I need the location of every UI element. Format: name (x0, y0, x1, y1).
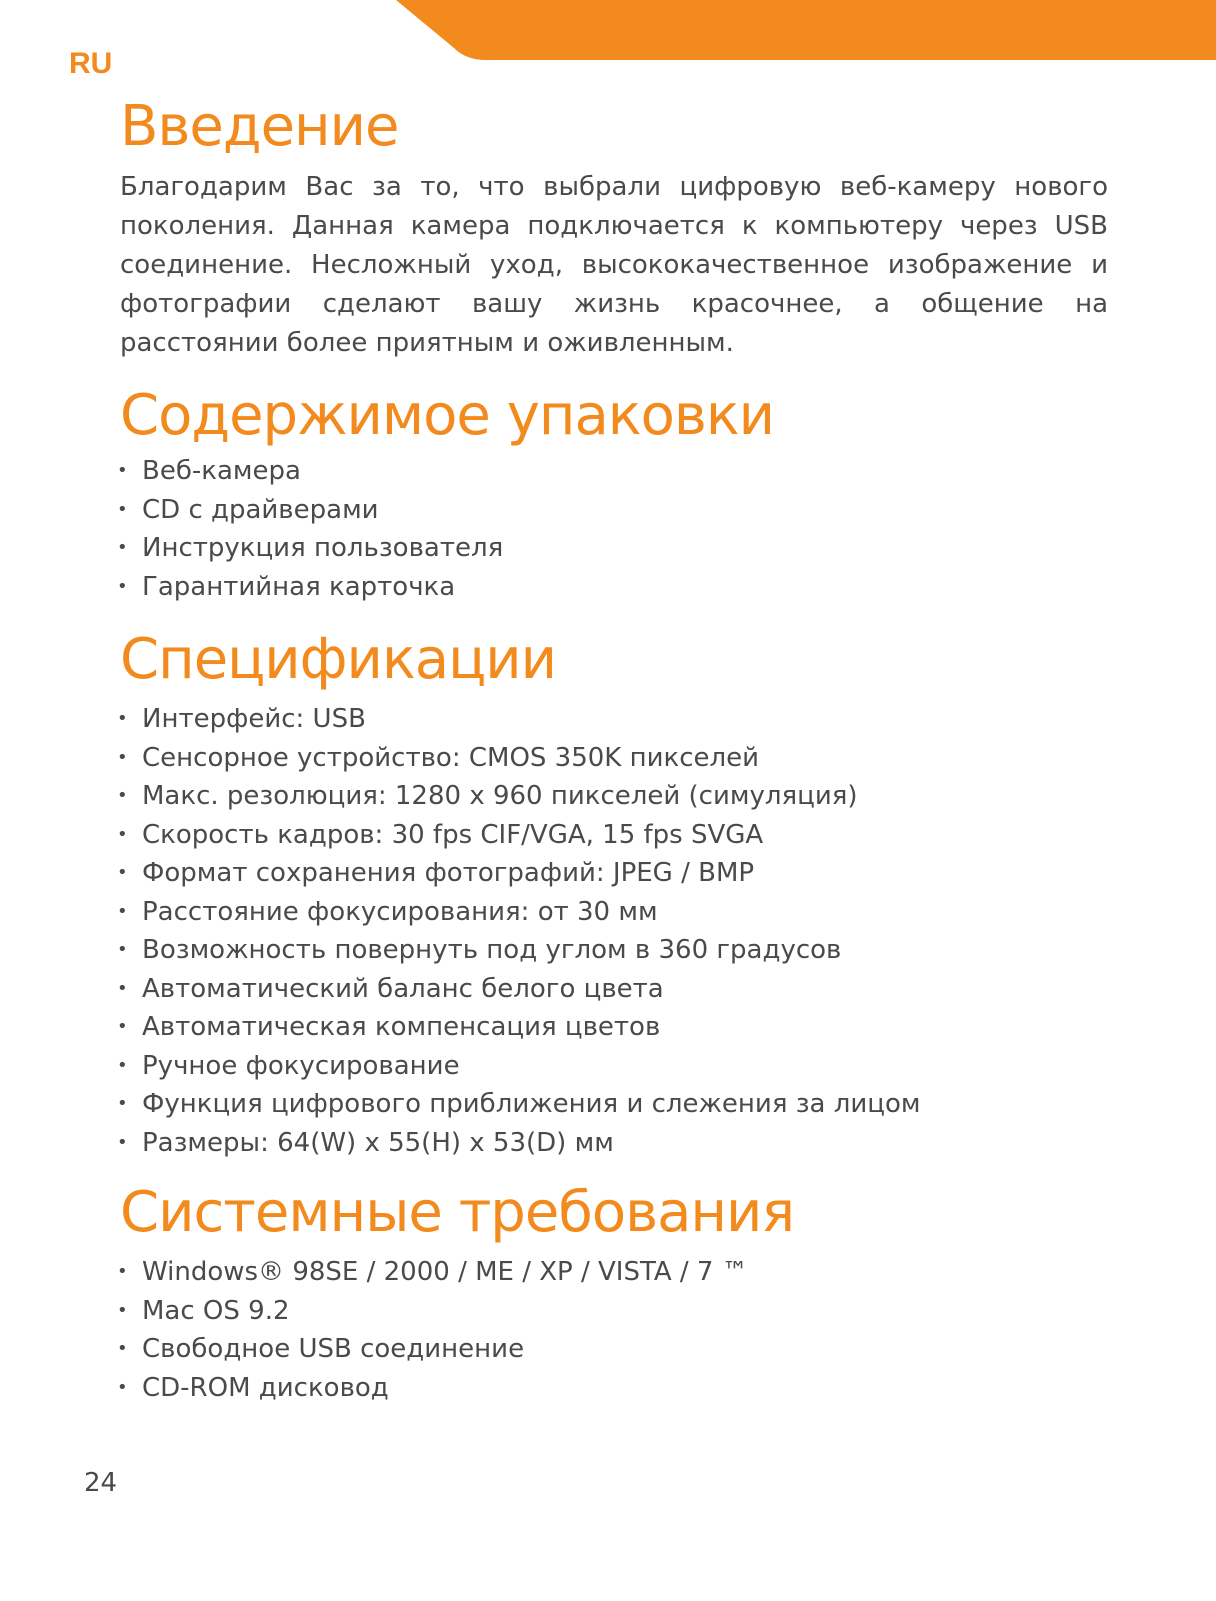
package-title: Содержимое упаковки (120, 383, 775, 448)
bullet-icon: • (117, 1016, 128, 1037)
list-item: • Автоматическая компенсация цветов (120, 1008, 1108, 1047)
page-number: 24 (84, 1468, 118, 1498)
list-item: • CD-ROM дисковод (120, 1369, 1108, 1408)
bullet-icon: • (117, 498, 128, 520)
package-section (117, 382, 1108, 606)
intro-title: Введение (120, 94, 399, 159)
requirements-section (117, 1179, 1108, 1407)
bullet-icon: • (117, 900, 128, 922)
list-item: • Гарантийная карточка (120, 568, 1108, 607)
list-item: • Автоматический баланс белого цвета (120, 970, 1108, 1009)
list-item: • Формат сохранения фотографий: JPEG / BMP (120, 854, 1108, 893)
bullet-icon: • (117, 537, 128, 558)
list-item: • Сенсорное устройство: CMOS 350K пикселей (120, 739, 1108, 778)
package-list (117, 452, 1108, 606)
bullet-icon: • (117, 823, 128, 845)
list-item: • Windows® 98SE / 2000 / ME / XP / VISTA / 7 ™ (120, 1253, 1108, 1292)
bullet-icon: • (117, 460, 128, 481)
list-item: • Веб-камера (120, 452, 1108, 491)
bullet-icon: • (117, 1261, 128, 1282)
list-item: • Возможность повернуть под углом в 360 градусов (120, 931, 1108, 970)
bullet-icon: • (117, 1299, 128, 1321)
bullet-icon: • (117, 575, 128, 597)
bullet-icon: • (117, 746, 128, 768)
list-item: • Скорость кадров: 30 fps CIF/VGA, 15 fps SVGA (120, 816, 1108, 855)
bullet-icon: • (117, 1338, 128, 1359)
list-item: • CD с драйверами (120, 491, 1108, 530)
list-item: • Инструкция пользователя (120, 529, 1108, 568)
language-label: RU (69, 47, 113, 80)
list-item: • Функция цифрового приближения и слежения за лицом (120, 1085, 1108, 1124)
list-item: • Размеры: 64(W) x 55(H) x 53(D) мм (120, 1124, 1108, 1163)
requirements-title: Системные требования (120, 1180, 795, 1245)
bullet-icon: • (117, 977, 128, 999)
list-item: • Mac OS 9.2 (120, 1292, 1108, 1331)
bullet-icon: • (117, 862, 128, 883)
specs-title: Спецификации (120, 627, 556, 692)
list-item: • Ручное фокусирование (120, 1047, 1108, 1086)
specs-list (117, 700, 1108, 1162)
header-orange-tab (396, 0, 1216, 60)
list-item: • Свободное USB соединение (120, 1330, 1108, 1369)
intro-text: Благодарим Вас за то, что выбрали цифровую веб-камеру нового поколения. Данная камера подключается к компьютеру через USB соединение. Несложный уход, высококачественное изображение и фотографии сделают вашу жизнь красочнее, а общение на расстоянии более приятным и оживленным. (120, 172, 1108, 358)
requirements-list (117, 1253, 1108, 1407)
bullet-icon: • (117, 1054, 128, 1076)
bullet-icon: • (117, 939, 128, 960)
bullet-icon: • (117, 1376, 128, 1398)
bullet-icon: • (117, 1131, 128, 1153)
list-item: • Расстояние фокусирования: от 30 мм (120, 893, 1108, 932)
list-item: • Интерфейс: USB (120, 700, 1108, 739)
bullet-icon: • (117, 708, 128, 729)
bullet-icon: • (117, 1093, 128, 1114)
specs-section (117, 626, 1108, 1162)
list-item: • Макс. резолюция: 1280 x 960 пикселей (симуляция) (120, 777, 1108, 816)
bullet-icon: • (117, 785, 128, 806)
